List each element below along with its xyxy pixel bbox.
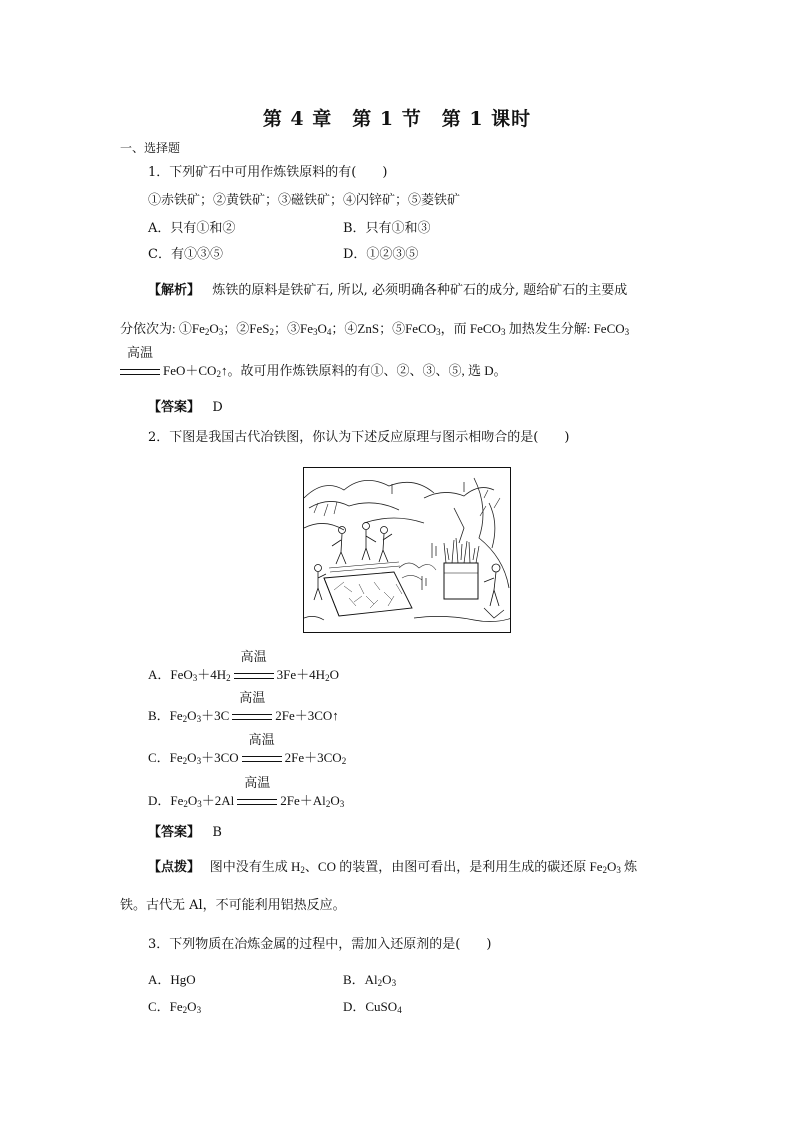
condition-label: 高温 [244, 776, 271, 791]
q2-answer [148, 824, 222, 842]
sub: 2 [183, 799, 188, 809]
sub: 3 [339, 799, 345, 809]
q3-option-d [343, 998, 402, 1019]
reaction-condition [242, 733, 282, 767]
sub: 3 [196, 714, 202, 724]
reaction-condition [232, 691, 272, 725]
sub: 2 [182, 756, 188, 766]
sub: 2 [226, 673, 231, 683]
illustration-icon [304, 468, 511, 633]
analysis-text-3b: ↑。故可用作炼铁原料的有①、②、③、⑤, 选 D。 [220, 363, 507, 378]
sub: 2 [325, 799, 331, 809]
q2-option-c: C．$Fe_2O_3+3CO$ 高温 $2Fe+3CO_2$ [148, 733, 347, 766]
condition-label: 高温 [126, 346, 153, 361]
sub: 3 [436, 327, 441, 337]
q2-option-b: B．$Fe_2O_3+3C$ 高温 2Fe＋3CO↑ [148, 691, 339, 724]
formula-part: ＋2Al [201, 793, 235, 808]
condition-label: 高温 [248, 733, 275, 748]
formula-part: 2Fe＋3CO [284, 750, 342, 765]
formula-part: C．Fe [148, 750, 183, 765]
equals-sign [237, 799, 277, 805]
q1-option-b: B．只有①和③ [343, 221, 431, 236]
q1-option-a: A．只有①和② [148, 221, 236, 236]
answer-label: 【答案】 [148, 825, 201, 840]
sub: 3 [197, 799, 202, 809]
analysis-text-1: 炼铁的原料是铁矿石, 所以, 必须明确各种矿石的成分, 题给矿石的主要成 [212, 283, 628, 298]
q2-tip-line1: 【点拨】 图中没有生成 $H_2$、CO 的装置，由图可看出，是利用生成的碳还原 $Fe_2O_3$ 炼 [148, 859, 638, 875]
formula-part: 2Fe＋Al [280, 793, 326, 808]
formula-part: 3Fe＋4H [276, 667, 326, 682]
formula-part: ＋3CO [201, 750, 239, 765]
q2-option-a: A．$FeO_3+4H_2$ 高温 $3Fe+4H_2O$ [148, 650, 339, 683]
q2-tip-line2: 铁。古代无 Al，不可能利用铝热反应。 [120, 898, 346, 913]
q3-option-c: C．$Fe_2O_3$ [148, 999, 202, 1015]
analysis-text-2c: ；③Fe [274, 321, 314, 336]
ancient-iron-smelting-illustration [303, 467, 511, 633]
sub: 2 [341, 756, 347, 766]
sub: 2 [377, 978, 383, 988]
equals-sign [120, 369, 160, 375]
analysis-text-2b: ；②FeS [223, 321, 270, 336]
page-title: 第 4 章 第 1 节 第 1 课时 [262, 108, 532, 130]
sub: 3 [196, 1005, 202, 1015]
condition-label: 高温 [240, 650, 267, 665]
formula-part: D．Fe [148, 793, 184, 808]
sub: 2 [602, 865, 607, 875]
sub: 3 [616, 865, 621, 875]
sub: 2 [300, 865, 305, 875]
section-heading: 一、选择题 [120, 141, 181, 155]
formula-part: 2Fe＋3CO↑ [275, 708, 339, 723]
analysis-text-2d: ；④ZnS；⑤FeCO [331, 321, 437, 336]
sub: 2 [325, 673, 330, 683]
sub: 3 [313, 327, 318, 337]
analysis-text-3a: FeO＋CO [163, 363, 217, 378]
formula-part: ＋4H [197, 667, 227, 682]
tip-text: 、CO 的装置，由图可看出，是利用生成的碳还原 Fe [304, 859, 603, 874]
q1-analysis-line2: 分依次为: $①Fe_2O_3$；②FeS$_2$；$③Fe_3O_4$；④ZnS；⑤FeCO$_3$，而 FeCO$_3$ 加热发生分解: FeCO$_3$ [120, 321, 630, 337]
sub: 4 [326, 327, 332, 337]
answer-value: B [212, 825, 222, 840]
sub: 3 [218, 327, 224, 337]
sub: 3 [196, 756, 202, 766]
sub: 3 [192, 673, 198, 683]
formula-part: D．CuSO [343, 999, 398, 1014]
condition-label: 高温 [239, 691, 266, 706]
analysis-text-2f: 加热发生分解: FeCO [505, 321, 625, 336]
q3-option-b: B．$Al_2O_3$ [343, 972, 397, 988]
reaction-condition [120, 346, 160, 380]
sub: 2 [204, 327, 210, 337]
formula-part: A．Fe [148, 667, 184, 682]
equals-sign [242, 756, 282, 762]
q1-option-d: D．①②③⑤ [343, 247, 419, 262]
sub: 2 [216, 369, 221, 379]
sub: 3 [624, 327, 630, 337]
tip-text: 炼 [620, 859, 638, 874]
formula-part: O [329, 667, 339, 682]
q3-option-a: A．HgO [148, 972, 196, 987]
formula-part: C．Fe [148, 999, 183, 1014]
equals-sign [234, 673, 274, 679]
sub: 3 [391, 978, 397, 988]
sub: 3 [500, 327, 506, 337]
q1-analysis-line3 [120, 346, 507, 383]
reaction-condition [237, 776, 277, 810]
tip-label: 【点拨】 [148, 859, 201, 874]
analysis-text-2a: 分依次为: ①Fe [120, 321, 205, 336]
sub: 2 [182, 714, 188, 724]
answer-value: D [212, 400, 223, 415]
q1-option-c: C．有①③⑤ [148, 247, 223, 262]
formula-part: B．Al [343, 972, 378, 987]
q1-items: ①赤铁矿；②黄铁矿；③磁铁矿；④闪锌矿；⑤菱铁矿 [148, 193, 461, 208]
q2-option-d: D．$Fe_2O_3+2Al$ 高温 $2Fe+Al_2O_3$ [148, 776, 345, 809]
formula-part: ＋3C [201, 708, 230, 723]
analysis-text-2e: ，而 FeCO [440, 321, 501, 336]
equals-sign [232, 714, 272, 720]
q2-stem: 2．下图是我国古代冶铁图，你认为下述反应原理与图示相吻合的是( ) [148, 430, 570, 445]
sub: 2 [182, 1005, 188, 1015]
q1-stem: 1．下列矿石中可用作炼铁原料的有( ) [148, 165, 388, 180]
answer-label: 【答案】 [148, 400, 201, 415]
reaction-condition [234, 650, 274, 684]
sub: 2 [269, 327, 274, 337]
q1-analysis-line1 [148, 282, 627, 300]
tip-text: 图中没有生成 H [209, 859, 301, 874]
q1-answer [148, 399, 223, 417]
analysis-label: 【解析】 [148, 283, 201, 298]
q3-stem: 3．下列物质在冶炼金属的过程中，需加入还原剂的是( ) [148, 937, 492, 952]
sub: 4 [397, 1005, 402, 1015]
formula-part: B．Fe [148, 708, 183, 723]
